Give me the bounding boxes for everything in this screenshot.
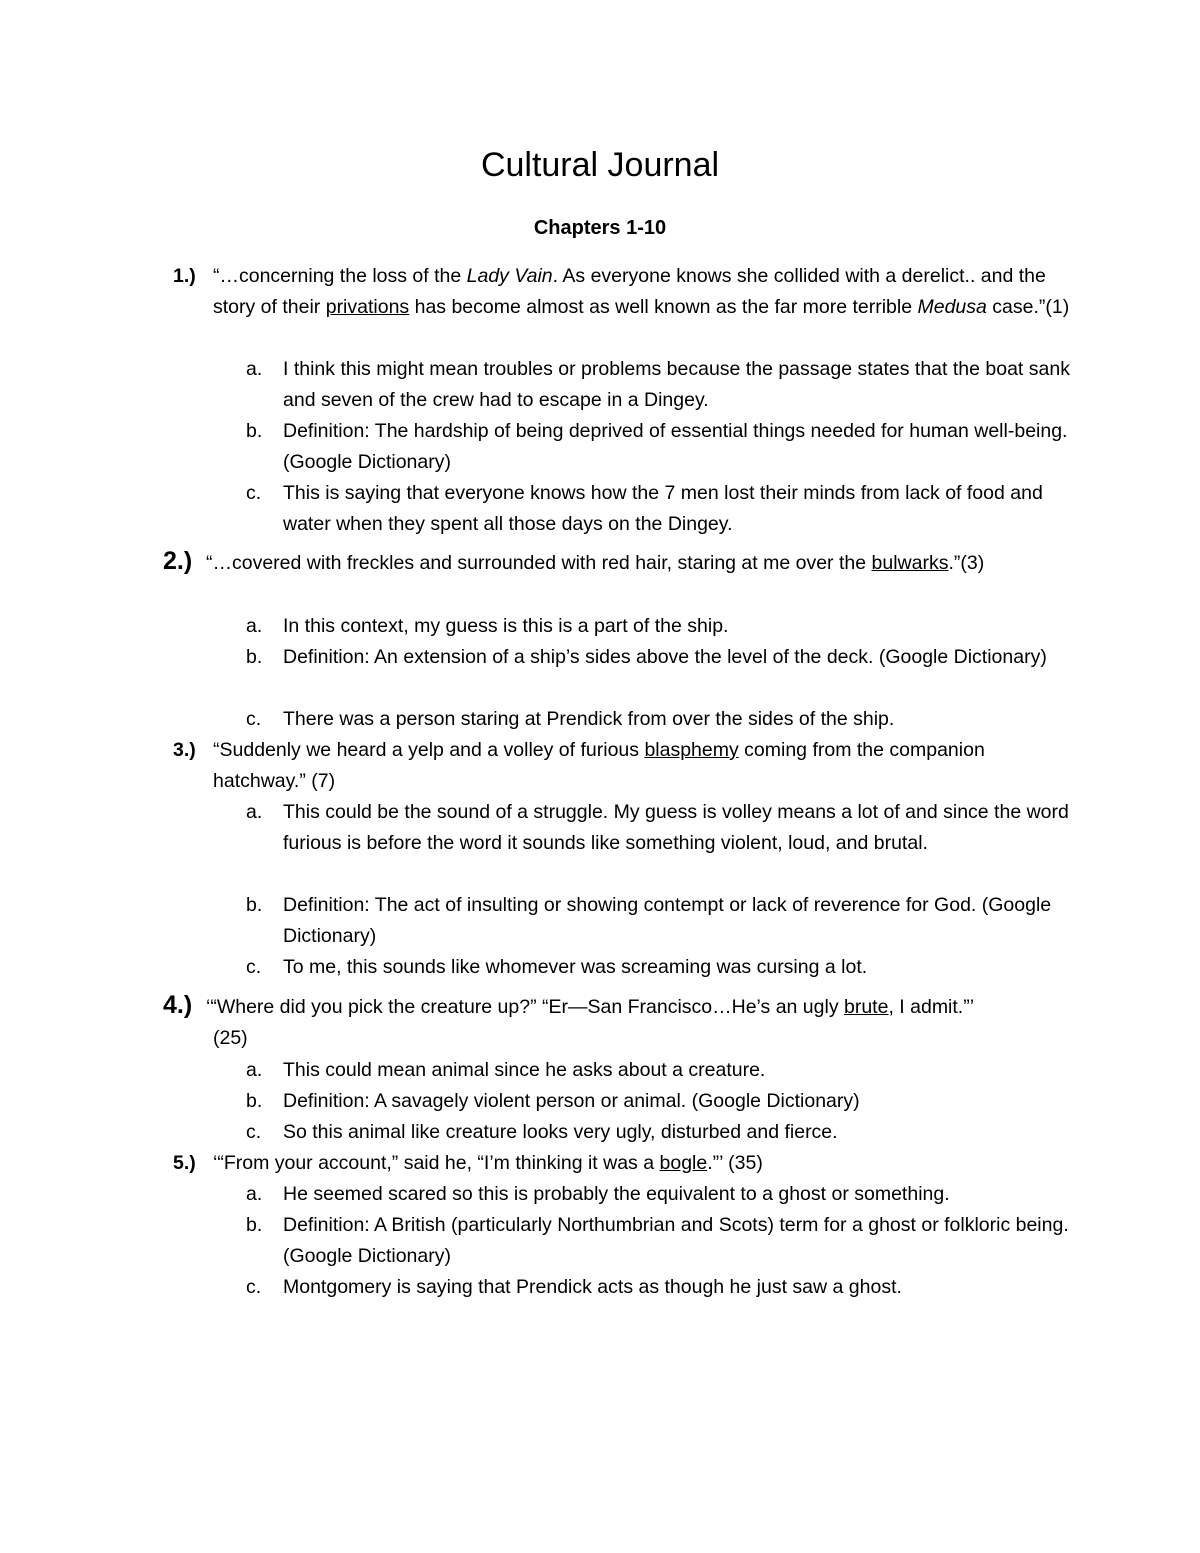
q2-item-b-definition: Definition: An extension of a ship’s sides above the level of the deck. (Google Dictionary) [283,646,1047,668]
q4-item-c-letter: c. [246,1121,262,1143]
ship-name-lady-vain: Lady Vain [466,265,553,287]
q2-item-c-meaning: There was a person staring at Prendick from over the sides of the ship. [283,708,895,730]
q4-item-b-letter: b. [246,1090,263,1112]
q3-item-b-definition: Definition: The act of insulting or showing contempt or lack of reverence for God. (Google Dictionary) [283,894,1052,947]
q3-item-a-guess: This could be the sound of a struggle. My guess is volley means a lot of and since the word furious is before the word it sounds like something violent, loud, and brutal. [283,801,1069,854]
q5-item-c-meaning: Montgomery is saying that Prendick acts as though he just saw a ghost. [283,1276,902,1298]
question-2-quote: “…covered with freckles and surrounded with red hair, staring at me over the bulwarks.”(3) [206,552,985,574]
page-title: Cultural Journal [480,146,720,184]
question-1-number: 1.) [173,265,196,287]
q1-item-c-meaning: This is saying that everyone knows how the 7 men lost their minds from lack of food and water when they spent all those days on the Dingey. [283,482,1043,535]
page-subtitle: Chapters 1-10 [533,217,667,239]
question-1-quote: “…concerning the loss of the Lady Vain. As everyone knows she collided with a derelict.. and the story of their privations has become almost as well known as the far more terrible Medusa case.”(1) [213,265,1070,318]
q3-item-c-meaning: To me, this sounds like whomever was screaming was cursing a lot. [283,956,868,978]
vocab-word-bulwarks: bulwarks [871,552,949,574]
q1-item-a-guess: I think this might mean troubles or problems because the passage states that the boat sank and seven of the crew had to escape in a Dingey. [283,358,1070,411]
vocab-word-bogle: bogle [659,1152,708,1174]
vocab-word-brute: brute [844,996,889,1018]
question-5-number: 5.) [173,1152,196,1174]
q3-item-c-letter: c. [246,956,262,978]
q3-item-b-letter: b. [246,894,263,916]
question-3-number: 3.) [173,739,196,761]
q2-item-a-letter: a. [246,615,263,637]
q5-item-a-guess: He seemed scared so this is probably the equivalent to a ghost or something. [283,1183,950,1205]
question-4-number: 4.) [163,991,193,1019]
q2-item-a-guess: In this context, my guess is this is a part of the ship. [283,615,729,637]
q1-item-c-letter: c. [246,482,262,504]
question-3-quote: “Suddenly we heard a yelp and a volley of furious blasphemy coming from the companion hatchway.” (7) [213,739,985,792]
q2-item-c-letter: c. [246,708,262,730]
vocab-word-blasphemy: blasphemy [644,739,739,761]
q1-item-b-letter: b. [246,420,263,442]
q4-item-a-guess: This could mean animal since he asks about a creature. [283,1059,766,1081]
q4-item-c-meaning: So this animal like creature looks very ugly, disturbed and fierce. [283,1121,838,1143]
question-5-quote: ‘“From your account,” said he, “I’m thinking it was a bogle.”’ (35) [213,1152,763,1174]
q5-item-c-letter: c. [246,1276,262,1298]
q1-item-b-definition: Definition: The hardship of being deprived of essential things needed for human well-being. (Google Dictionary) [283,420,1068,473]
q4-item-a-letter: a. [246,1059,263,1081]
q5-item-a-letter: a. [246,1183,263,1205]
q3-item-a-letter: a. [246,801,263,823]
question-2-number: 2.) [163,547,193,575]
question-4-page-ref: (25) [213,1027,248,1049]
ship-name-medusa: Medusa [917,296,987,318]
q5-item-b-letter: b. [246,1214,263,1236]
q2-item-b-letter: b. [246,646,263,668]
q4-item-b-definition: Definition: A savagely violent person or animal. (Google Dictionary) [283,1090,860,1112]
question-4-quote: ‘“Where did you pick the creature up?” “Er—San Francisco…He’s an ugly brute, I admit.”’ [206,996,975,1018]
vocab-word-privations: privations [325,296,410,318]
q1-item-a-letter: a. [246,358,263,380]
q5-item-b-definition: Definition: A British (particularly Northumbrian and Scots) term for a ghost or folkloric being. (Google Dictionary) [283,1214,1069,1267]
